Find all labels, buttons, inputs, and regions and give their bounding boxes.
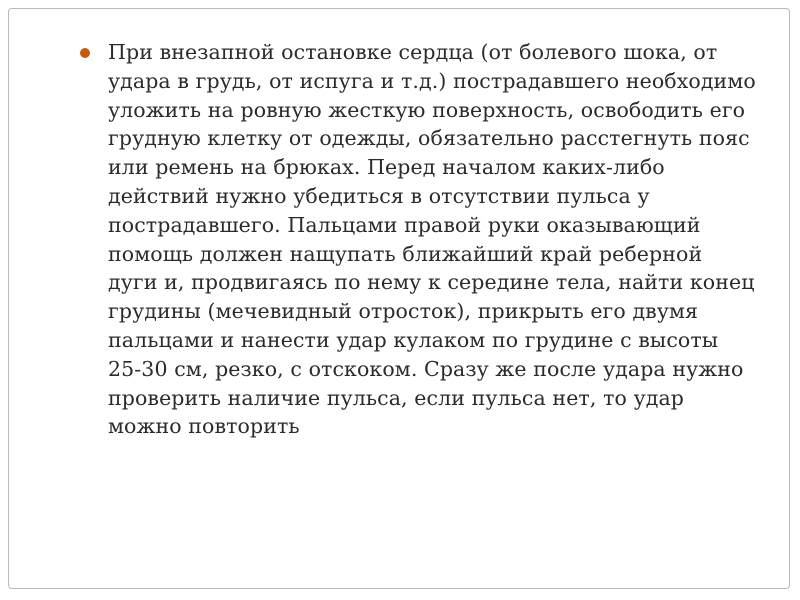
bullet-text: При внезапной остановке сердца (от болевого шока, от удара в грудь, от испуга и т.д.) пострадавшего необходимо уложить на ровную жесткую поверхность, освободить его грудную клетку от одежды, обязательно расстегнуть пояс или ремень на брюках. Перед началом каких-либо действий нужно убедиться в отсутствии пульса у пострадавшего. Пальцами правой руки оказывающий помощь должен нащупать ближайший край реберной дуги и, продвигаясь по нему к середине тела, найти конец грудины (мечевидный отросток), прикрыть его двумя пальцами и нанести удар кулаком по грудине с высоты 25-30 см, резко, с отскоком. Сразу же после удара нужно проверить наличие пульса, если пульса нет, то удар можно повторить [108, 40, 756, 439]
slide-content [80, 38, 770, 441]
bullet-item [80, 38, 770, 441]
bullet-dot-icon [80, 48, 90, 58]
